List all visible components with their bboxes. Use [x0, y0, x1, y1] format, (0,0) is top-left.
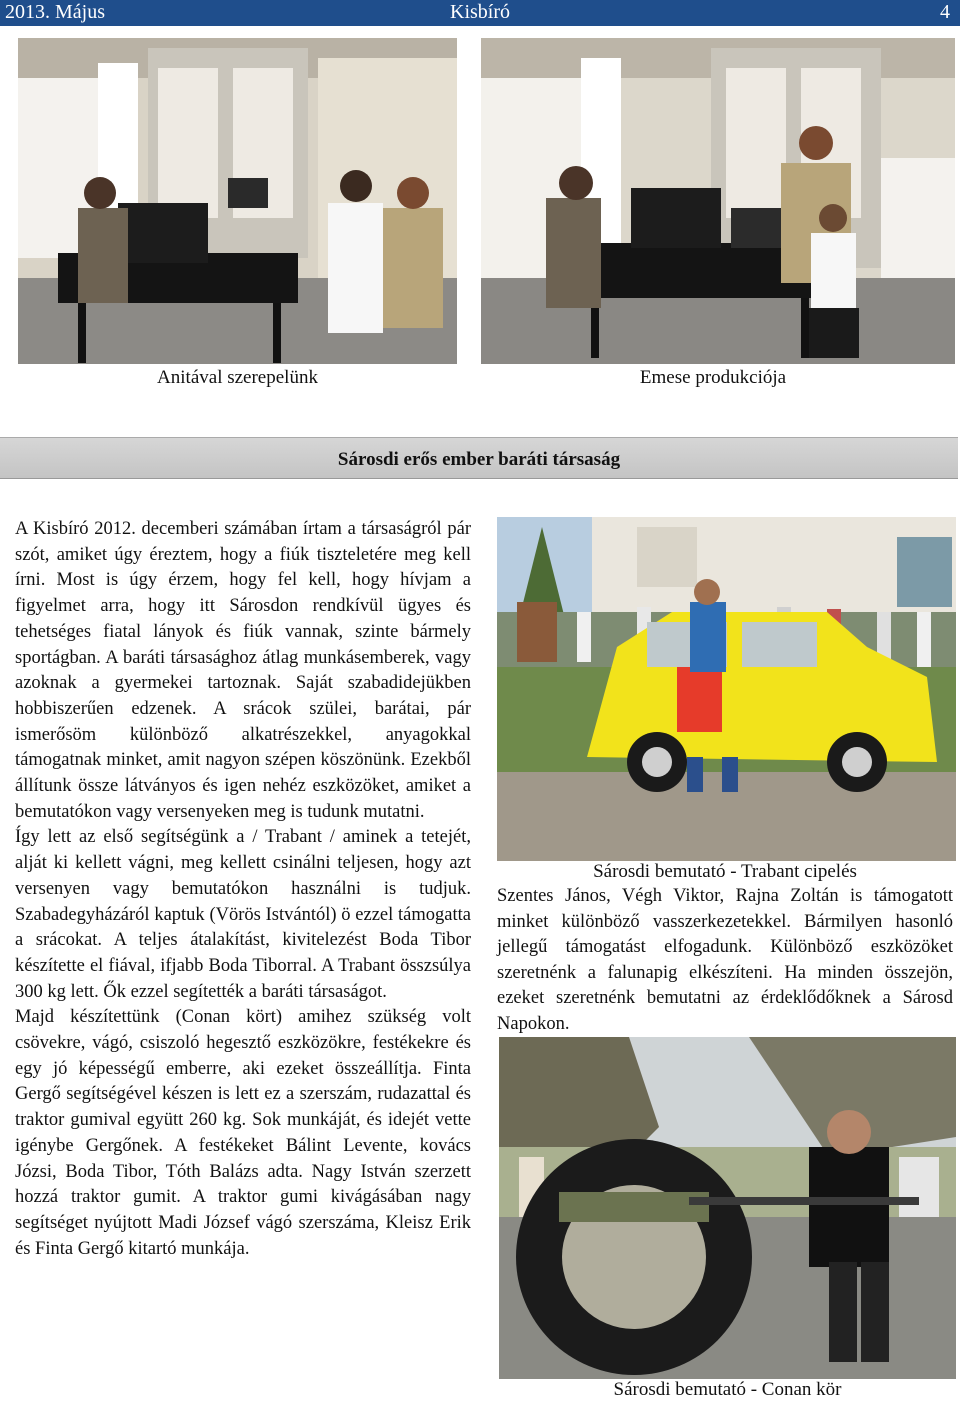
- article-side-text: Szentes János, Végh Viktor, Rajna Zoltán is támogatott minket különböző vasszerkezetekkel. Bármilyen hasonló jellegű támogatást elfogadunk. Különböző eszközöket szeretnénk a falunapig elkészíteni. Ha minden összejön, ezeket szeretnénk bemutatni az érdeklődőknek a Sárosd Napokon.: [497, 886, 953, 1034]
- photo-emese-performance: [481, 38, 955, 364]
- photo-conan-wheel: [499, 1037, 956, 1379]
- photo-emese-performance-image: [481, 38, 955, 364]
- photo-trabant-carry-image: [497, 517, 956, 861]
- page-header: [0, 0, 960, 26]
- caption-photo-1: Anitával szerepelünk: [157, 367, 318, 388]
- header-publication: Kisbíró: [450, 1, 510, 23]
- photo-anita-concert-image: [18, 38, 457, 364]
- article-paragraph-3: Majd készítettünk (Conan kört) amihez szükség volt csövekre, vágó, csiszoló hegesztő eszközökre, festékekre és egy jó képességű emberre, aki ezeket összeállítja. Finta Gergő segítségével készen is lett ez a szerszám, rudazattal és traktor gumival együtt 260 kg. Sok munkáját, és idejét vette igénybe Gergőnek. A festékeket Bálint Levente, kovács Józsi, Boda Tibor, Tóth Balázs adta. Nagy István szerzett hozzá traktor gumit. A traktor gumi kivágásában nagy segítséget nyújtott Madi József vágó szerszáma, Kleisz Erik és Finta Gergő kitartó munkája.: [15, 1007, 471, 1259]
- caption-photo-2: Emese produkciója: [639, 367, 787, 388]
- article-paragraph-1: A Kisbíró 2012. decemberi számában írtam a társaságról pár szót, amiket úgy éreztem, hogy a fiúk tiszteletére meg kell írni. Most is úgy érzem, hogy fel kell, hogy hívjam a figyelmet arra, hogy itt Sárosdon rendkívül ügyes és tehetséges fiatal lányok és fiúk vannak, szinte bármely sportágban. A baráti társasághoz átlag munkásemberek, vagy azoknak a gyermekei tartoznak. Saját szabadidejükben hobbiszerűen edzenek. A srácok szülei, barátai, pár ismerősöm különböző alkatrészekkel, anyagokkal támogatnak minket, amit nagyon szépen köszönünk. Ezekből állítunk össze látványos és igen nehéz eszközöket, amiket a bemutatókon vagy versenyeken meg is tudunk mutatni.: [15, 519, 471, 822]
- caption-photo-4: Sárosdi bemutató - Conan kör: [613, 1379, 842, 1400]
- photo-anita-concert: [18, 38, 457, 364]
- header-page-number: 4: [940, 1, 950, 23]
- caption-photo-3: Sárosdi bemutató - Trabant cipelés: [593, 861, 857, 882]
- article-body: [15, 517, 471, 1262]
- article-paragraph-2: Így lett az első segítségünk a / Trabant / aminek a tetejét, alját ki kellett vágni, meg kellett csinálni teljesen, hogy azt versenyen vagy bemutatókon használni is tudjuk. Szabadegyházáról kaptuk (Vörös Istvántól) ö ezzel támogatta a srácokat. A teljes átalakítást, kivitelezést Boda Tibor készítette el fiával, ifjabb Boda Tiborral. A Trabant összsúlya 300 kg lett. Ők ezzel segítették a baráti társaságot.: [15, 827, 471, 1002]
- header-date: 2013. Május: [5, 1, 105, 23]
- photo-conan-wheel-image: [499, 1037, 956, 1379]
- photo-trabant-carry: [497, 517, 956, 861]
- section-banner: Sárosdi erős ember baráti társaság: [0, 437, 958, 479]
